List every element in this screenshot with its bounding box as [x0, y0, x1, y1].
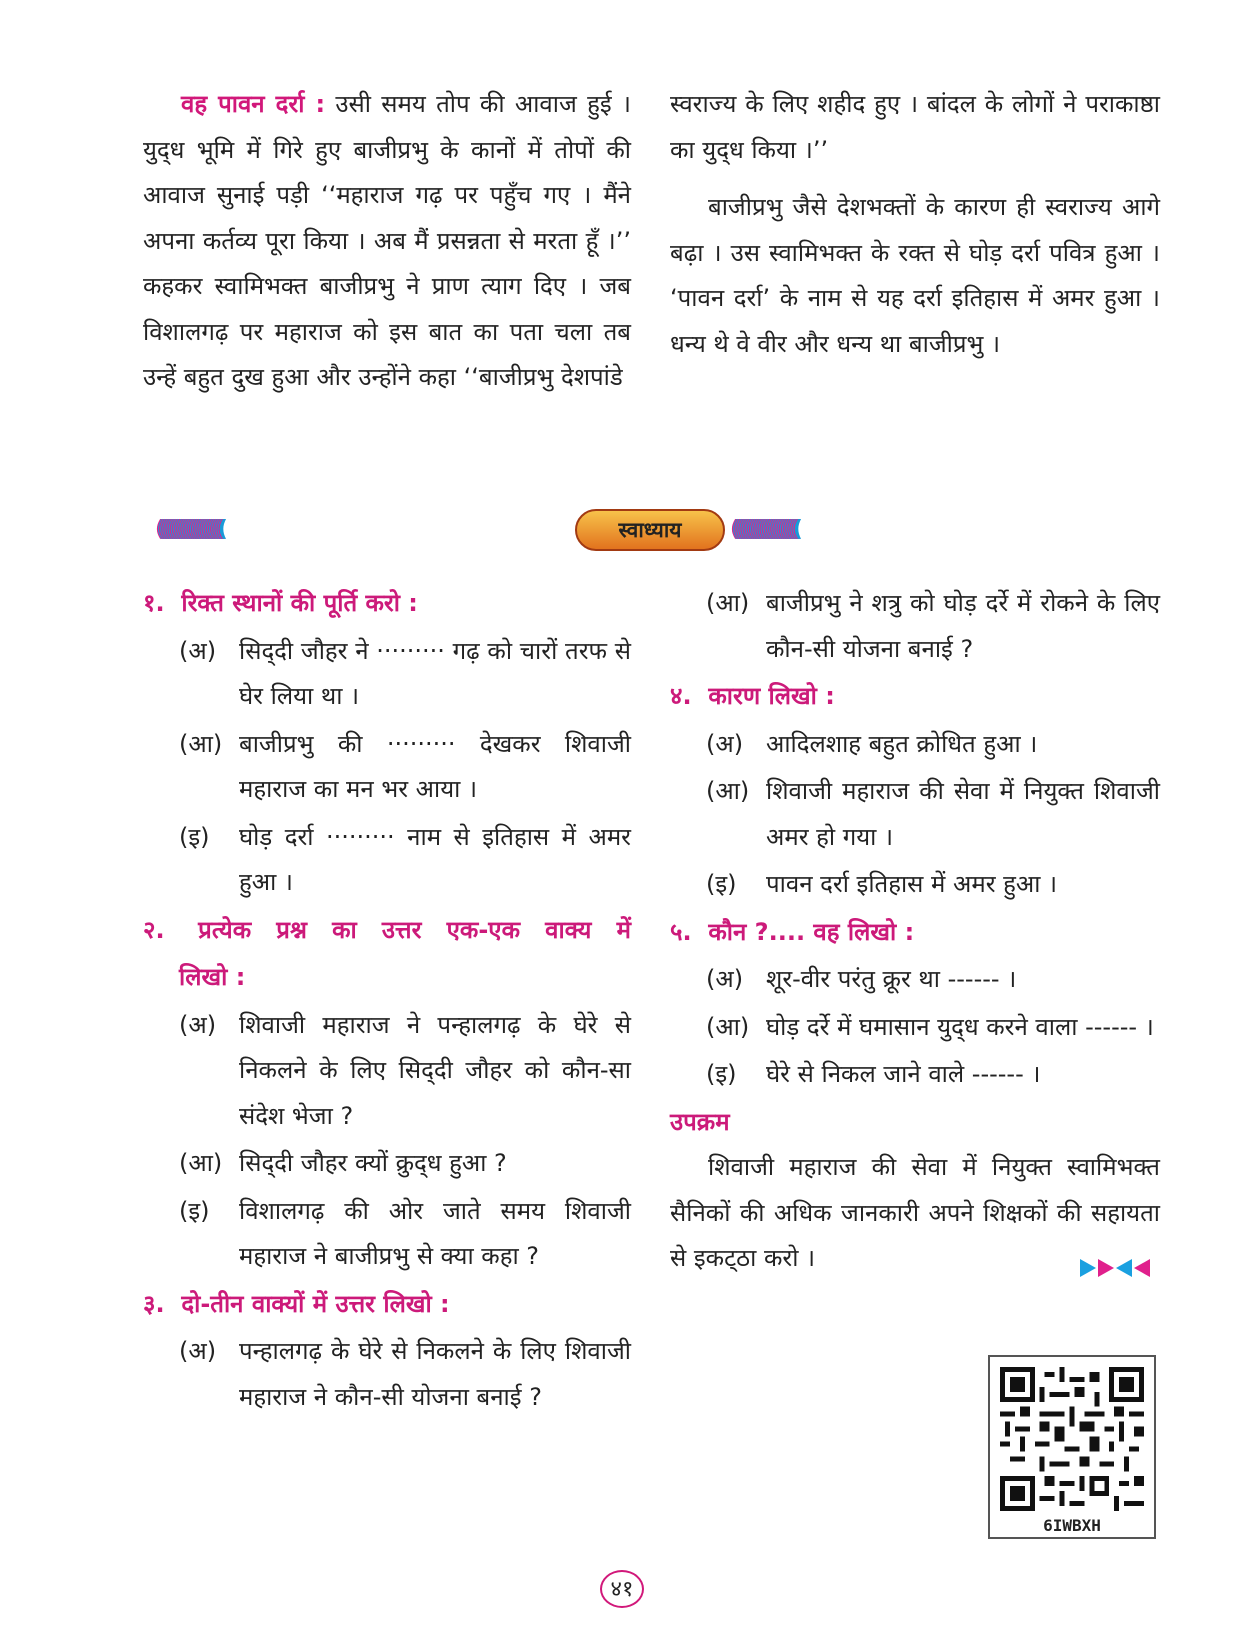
chain-ring: (: [791, 519, 793, 541]
list-item: [143, 629, 631, 720]
question-2: [143, 908, 631, 1280]
chain-ring: (: [216, 519, 218, 541]
chain-ring: (: [181, 519, 183, 541]
chain-ring: (: [751, 519, 753, 541]
item-text: घेरे से निकल जाने वाले ------ ।: [766, 1060, 1041, 1088]
chain-ring: (: [735, 519, 737, 541]
qr-code[interactable]: [988, 1355, 1156, 1539]
intro-right-column: [670, 82, 1160, 367]
exercises-left-column: [143, 581, 631, 1422]
chain-ring: (: [776, 519, 778, 541]
item-text: सिद्‌दी जौहर ने ········· गढ़ को चारों तरफ से घेर लिया था ।: [239, 636, 631, 710]
item-text: शिवाजी महाराज ने पन्हालगढ़ के घेरे से निकलने के लिए सिद्‌दी जौहर को कौन-सा संदेश भेजा ?: [239, 1010, 631, 1130]
chain-ring: (: [203, 519, 205, 541]
chain-ring: (: [169, 519, 171, 541]
chain-ring: (: [782, 519, 784, 541]
chain-ring: (: [201, 519, 203, 541]
chain-ring: (: [758, 519, 760, 541]
chain-ring: (: [193, 519, 195, 541]
chain-ring: (: [191, 519, 193, 541]
chain-ring: (: [750, 519, 752, 541]
list-item: [143, 815, 631, 906]
section-heading: वह पावन दर्रा :: [181, 90, 326, 118]
chain-ring: (: [731, 519, 733, 541]
intro-right-paragraph-1: स्वराज्य के लिए शहीद हुए । बांदल के लोगों ने पराकाष्ठा का युद्‌ध किया ।’’: [670, 90, 1160, 164]
chain-ring: (: [189, 519, 191, 541]
chain-ring: (: [209, 519, 211, 541]
chain-ring: (: [733, 519, 735, 541]
upakram-title: उपक्रम: [670, 1107, 730, 1136]
item-text: शूर-वीर परंतु क्रूर था ------ ।: [766, 965, 1017, 993]
intro-right-paragraph-2: बाजीप्रभु जैसे देशभक्तों के कारण ही स्वराज्य आगे बढ़ा । उस स्वामिभक्त के रक्त से घोड़ दर्रा पवित्र हुआ । ‘पावन दर्रा’ के नाम से यह दर्रा इतिहास में अमर हुआ । धन्य थे वे वीर और धन्य था बाजीप्रभु ।: [670, 193, 1160, 358]
list-item: [670, 1005, 1160, 1051]
chain-ring: (: [206, 519, 208, 541]
chain-ring: (: [210, 519, 212, 541]
list-item: [143, 1329, 631, 1420]
item-label: (अ): [179, 1337, 217, 1365]
intro-text: उसी समय तोप की आवाज हुई । युद्‌ध भूमि में गिरे हुए बाजीप्रभु के कानों में तोपों की आवाज सुनाई पड़ी ‘‘महाराज गढ़ पर पहुँच गए । मैंने अपना कर्तव्य पूरा किया । अब मैं प्रसन्नता से मरता हूँ ।’’ कहकर स्वामिभक्त बाजीप्रभु ने प्राण त्याग दिए । जब विशालगढ़ पर महाराज को इस बात का पता चला तब उन्हें बहुत दुख हुआ और उन्होंने कहा ‘‘बाजीप्रभु देशपांडे: [143, 90, 631, 391]
chain-ring: (: [160, 519, 162, 541]
chain-ring: (: [762, 519, 764, 541]
chain-ring: (: [178, 519, 180, 541]
chain-ring: (: [779, 519, 781, 541]
chain-ring: (: [200, 519, 202, 541]
chain-ring: (: [197, 519, 199, 541]
chain-ring: (: [739, 519, 741, 541]
chain-ring: (: [753, 519, 755, 541]
chain-ring: (: [156, 519, 158, 541]
chain-ring: (: [765, 519, 767, 541]
question-number: १.: [143, 589, 165, 617]
question-5: [670, 910, 1160, 1098]
question-title-continued: लिखो :: [179, 963, 246, 991]
chain-ring: (: [766, 519, 768, 541]
chain-ring: (: [752, 519, 754, 541]
chain-ring: (: [759, 519, 761, 541]
item-text: विशालगढ़ की ओर जाते समय शिवाजी महाराज ने बाजीप्रभु से क्या कहा ?: [239, 1196, 631, 1270]
item-text: घोड़ दर्रा ········· नाम से इतिहास में अमर हुआ ।: [239, 822, 631, 896]
qr-code-label: 6IWBXH: [1043, 1516, 1101, 1535]
chain-ring: (: [161, 519, 163, 541]
chain-ring: (: [213, 519, 215, 541]
chain-ring: (: [783, 519, 785, 541]
chain-ring: (: [157, 519, 159, 541]
chain-ring: (: [772, 519, 774, 541]
chain-ring: (: [168, 519, 170, 541]
item-text: सिद्‌दी जौहर क्यों क्रुद्‌ध हुआ ?: [239, 1149, 507, 1177]
chain-ring: (: [170, 519, 172, 541]
chain-ring: (: [183, 519, 185, 541]
chain-ring: (: [755, 519, 757, 541]
item-label: (इ): [179, 822, 210, 851]
chain-ring: (: [172, 519, 174, 541]
item-label: (अ): [706, 729, 744, 758]
chain-ring: (: [195, 519, 197, 541]
chain-ring: (: [737, 519, 739, 541]
item-label: (आ): [706, 1012, 750, 1041]
chain-ring: (: [185, 519, 187, 541]
chain-ring: (: [162, 519, 164, 541]
chain-ring: (: [167, 519, 169, 541]
chain-ring: (: [180, 519, 182, 541]
list-item: [143, 722, 631, 813]
chain-ring: (: [208, 519, 210, 541]
chain-ring: (: [207, 519, 209, 541]
chain-ring: (: [211, 519, 213, 541]
qr-code-icon: [1000, 1367, 1144, 1511]
exercises-right-column: [670, 581, 1160, 1282]
chain-ring: (: [754, 519, 756, 541]
chain-ring: (: [196, 519, 198, 541]
item-text: घोड़ दर्रे में घमासान युद्‌ध करने वाला ------ ।: [766, 1012, 1154, 1041]
question-3: [143, 1282, 631, 1421]
chain-ring: (: [764, 519, 766, 541]
chain-ring: (: [182, 519, 184, 541]
chain-ring: (: [748, 519, 750, 541]
chain-ring: (: [757, 519, 759, 541]
page-number: ४१: [600, 1570, 644, 1608]
list-item: [670, 722, 1160, 768]
chain-ring: (: [214, 519, 216, 541]
chain-decoration-right: [730, 519, 1145, 541]
chain-ring: (: [199, 519, 201, 541]
question-number: ३.: [143, 1289, 165, 1318]
chain-ring: (: [173, 519, 175, 541]
list-item: [670, 1052, 1160, 1098]
item-text: आदिलशाह बहुत क्रोधित हुआ ।: [766, 729, 1038, 758]
chain-ring: (: [792, 519, 794, 541]
chain-ring: (: [738, 519, 740, 541]
chain-ring: (: [159, 519, 161, 541]
end-arrows-icon: [1080, 1257, 1152, 1279]
item-text: शिवाजी महाराज की सेवा में नियुक्त शिवाजी अमर हो गया ।: [766, 777, 1160, 851]
chain-ring: (: [187, 519, 189, 541]
chain-ring: (: [742, 519, 744, 541]
chain-ring: (: [158, 519, 160, 541]
chain-ring: (: [741, 519, 743, 541]
item-text: पावन दर्रा इतिहास में अमर हुआ ।: [766, 870, 1058, 898]
question-title: रिक्त स्थानों की पूर्ति करो :: [181, 589, 418, 617]
question-1: [143, 581, 631, 906]
item-label: (इ): [179, 1196, 210, 1225]
chain-ring: (: [775, 519, 777, 541]
item-label: (आ): [706, 589, 750, 617]
chain-ring: (: [774, 519, 776, 541]
list-item: [670, 769, 1160, 860]
list-item: [143, 1141, 631, 1187]
chain-ring: (: [175, 519, 177, 541]
chain-ring: (: [186, 519, 188, 541]
chain-ring: (: [760, 519, 762, 541]
question-number: ४.: [670, 682, 692, 710]
item-label: (अ): [706, 965, 744, 993]
item-label: (आ): [179, 729, 223, 758]
chain-ring: (: [194, 519, 196, 541]
item-label: (आ): [179, 1149, 223, 1177]
chain-ring: (: [773, 519, 775, 541]
chain-ring: (: [756, 519, 758, 541]
list-item: [670, 957, 1160, 1003]
question-number: ५.: [670, 917, 692, 946]
item-label: (अ): [179, 1010, 217, 1039]
chain-ring: (: [743, 519, 745, 541]
chain-ring: (: [761, 519, 763, 541]
chain-ring: (: [777, 519, 779, 541]
list-item: [670, 862, 1160, 908]
chain-ring: (: [747, 519, 749, 541]
question-number: २.: [143, 915, 165, 944]
question-title: कारण लिखो :: [708, 682, 835, 710]
chain-ring: (: [771, 519, 773, 541]
chain-ring: (: [734, 519, 736, 541]
chain-ring: (: [784, 519, 786, 541]
chain-ring: (: [179, 519, 181, 541]
chain-ring: (: [174, 519, 176, 541]
chain-ring: (: [192, 519, 194, 541]
chain-ring: (: [767, 519, 769, 541]
chain-ring: (: [164, 519, 166, 541]
chain-ring: (: [176, 519, 178, 541]
chain-ring: (: [217, 519, 219, 541]
chain-ring: (: [788, 519, 790, 541]
chain-ring: (: [166, 519, 168, 541]
chain-ring: (: [730, 519, 732, 541]
chain-ring: (: [778, 519, 780, 541]
chain-ring: (: [781, 519, 783, 541]
item-label: (इ): [706, 1060, 737, 1088]
chain-ring: (: [155, 519, 157, 541]
chain-ring: (: [202, 519, 204, 541]
list-item: [143, 1189, 631, 1280]
chain-ring: (: [177, 519, 179, 541]
item-text: बाजीप्रभु ने शत्रु को घोड़ दर्रे में रोकने के लिए कौन-सी योजना बनाई ?: [766, 589, 1160, 663]
item-label: (इ): [706, 870, 737, 898]
upakram-text: शिवाजी महाराज की सेवा में नियुक्त स्वामिभक्त सैनिकों की अधिक जानकारी अपने शिक्षकों की सहायता से इकट्‌ठा करो ।: [670, 1153, 1160, 1272]
chain-ring: (: [736, 519, 738, 541]
chain-ring: (: [215, 519, 217, 541]
chain-ring: (: [198, 519, 200, 541]
chain-ring: (: [740, 519, 742, 541]
upakram-section: [670, 1100, 1160, 1282]
intro-paragraph: [143, 82, 631, 401]
chain-ring: (: [745, 519, 747, 541]
chain-ring: (: [184, 519, 186, 541]
chain-ring: (: [749, 519, 751, 541]
banner-label: स्वाध्याय: [575, 509, 725, 551]
item-text: पन्हालगढ़ के घेरे से निकलने के लिए शिवाजी महाराज ने कौन-सी योजना बनाई ?: [239, 1337, 631, 1411]
chain-ring: (: [787, 519, 789, 541]
chain-ring: (: [786, 519, 788, 541]
chain-ring: (: [785, 519, 787, 541]
chain-ring: (: [790, 519, 792, 541]
chain-ring: (: [768, 519, 770, 541]
question-title: दो-तीन वाक्यों में उत्तर लिखो :: [181, 1289, 450, 1318]
chain-ring: (: [769, 519, 771, 541]
svadhyay-banner: [155, 509, 1145, 551]
chain-ring: (: [163, 519, 165, 541]
list-item: [670, 581, 1160, 672]
chain-ring: (: [212, 519, 214, 541]
item-label: (आ): [706, 777, 750, 805]
chain-ring: (: [165, 519, 167, 541]
intro-left-column: [143, 82, 631, 401]
question-title: प्रत्येक प्रश्न का उत्तर एक-एक वाक्य में: [198, 915, 631, 944]
chain-decoration-left: [155, 519, 567, 541]
chain-ring: (: [204, 519, 206, 541]
item-label: (अ): [179, 636, 217, 665]
item-text: बाजीप्रभु की ········· देखकर शिवाजी महाराज का मन भर आया ।: [239, 729, 631, 803]
chain-ring: (: [190, 519, 192, 541]
chain-ring: (: [732, 519, 734, 541]
question-4: [670, 674, 1160, 908]
list-item: [143, 1003, 631, 1140]
question-title: कौन ?.... वह लिखो :: [708, 917, 915, 946]
chain-ring: (: [744, 519, 746, 541]
chain-ring: (: [789, 519, 791, 541]
chain-ring: (: [770, 519, 772, 541]
